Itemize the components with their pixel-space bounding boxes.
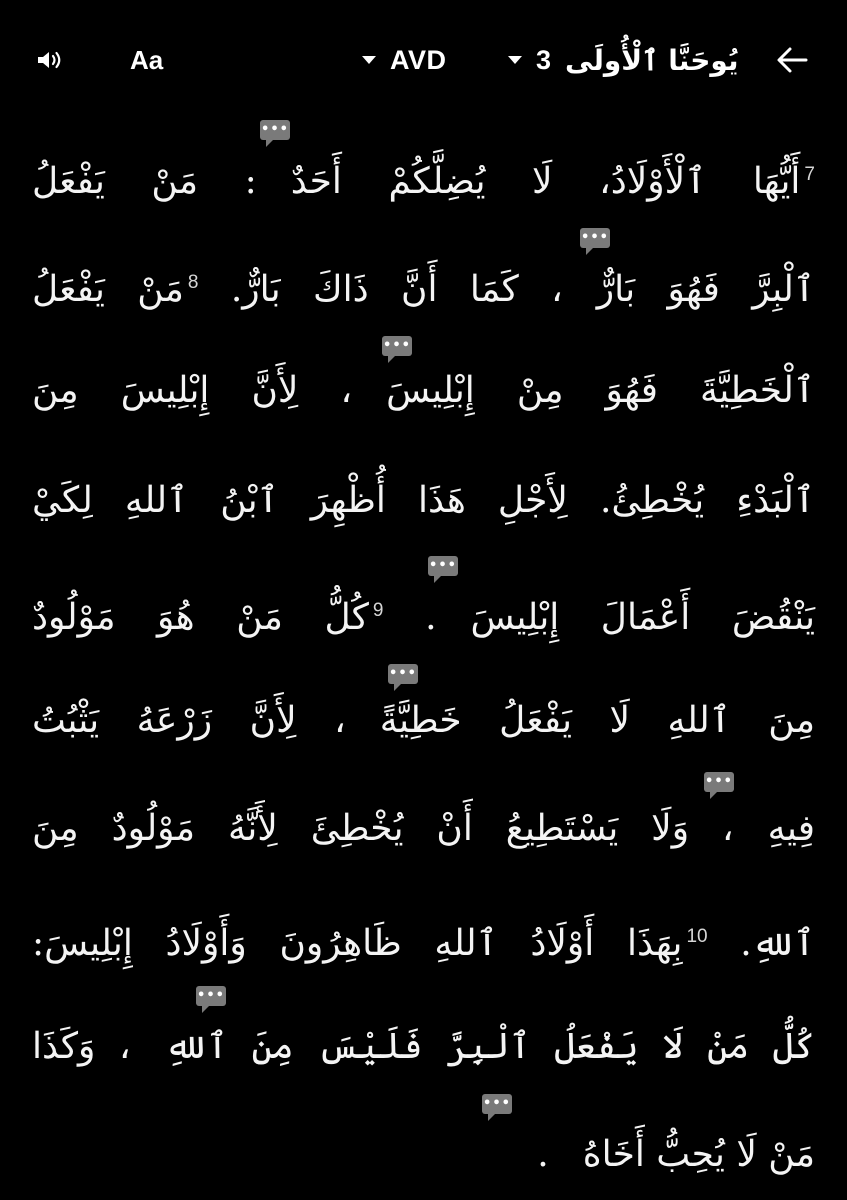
- verse-text: ٱلْبِرَّ فَهُوَ بَارٌّ: [596, 269, 815, 310]
- verse-text: ، لِأَنَّ إِبْلِيسَ مِنَ: [32, 370, 353, 411]
- text-line[interactable]: [32, 466, 815, 536]
- text-line[interactable]: [32, 1012, 815, 1082]
- verse-text: كُلُّ مَنْ هُوَ مَوْلُودٌ: [32, 597, 369, 638]
- text-line[interactable]: [32, 1120, 815, 1190]
- verse-text: .: [537, 1134, 549, 1175]
- back-button[interactable]: [770, 34, 814, 86]
- chapter-number: 3: [536, 44, 552, 75]
- footnote-icon[interactable]: •••: [382, 336, 412, 356]
- verse-number: 8: [187, 272, 199, 293]
- version-selector[interactable]: [362, 34, 447, 86]
- font-size-button[interactable]: Aa: [130, 44, 164, 75]
- text-line[interactable]: [32, 576, 815, 646]
- verse-text: ٱللهِ.: [740, 923, 815, 964]
- chapter-selector[interactable]: [508, 34, 738, 86]
- verse-number: 9: [372, 600, 384, 621]
- chevron-down-icon: [362, 56, 376, 64]
- text-line[interactable]: [32, 140, 815, 210]
- footnote-icon[interactable]: •••: [482, 1094, 512, 1114]
- verse-text: يَنْقُضَ أَعْمَالَ إِبْلِيسَ: [470, 597, 816, 638]
- footnote-icon[interactable]: •••: [704, 772, 734, 792]
- text-line[interactable]: [32, 902, 815, 972]
- verse-text: أَيُّهَا ٱلْأَوْلَادُ، لَا يُضِلَّكُمْ أَحَدٌ: [290, 161, 801, 202]
- text-line[interactable]: [32, 248, 815, 318]
- text-line[interactable]: [32, 794, 815, 864]
- text-line[interactable]: [32, 686, 815, 756]
- verse-text: بِهَذَا أَوْلَادُ ٱللهِ ظَاهِرُونَ وَأَوْلَادُ إِبْلِيسَ:: [32, 923, 683, 964]
- chapter-text: [0, 120, 847, 1200]
- footnote-icon[interactable]: •••: [388, 664, 418, 684]
- verse-number: 7: [804, 164, 815, 185]
- footnote-icon[interactable]: •••: [260, 120, 290, 140]
- verse-text: مَنْ لَا يُحِبُّ أَخَاهُ: [582, 1134, 815, 1175]
- top-toolbar: [0, 0, 847, 120]
- verse-text: : مَنْ يَفْعَلُ: [32, 161, 257, 202]
- footnote-icon[interactable]: •••: [428, 556, 458, 576]
- verse-text: ٱلْبَدْءِ يُخْطِئُ. لِأَجْلِ هَذَا أُظْهِرَ ٱبْنُ ٱللهِ لِكَيْ: [32, 480, 815, 521]
- verse-text: ، وَكَذَا: [32, 1026, 131, 1067]
- verse-text: ، كَمَا أَنَّ ذَاكَ بَارٌّ.: [230, 269, 563, 310]
- speaker-icon[interactable]: [28, 34, 72, 86]
- verse-text: ، وَلَا يَسْتَطِيعُ أَنْ يُخْطِئَ لِأَنَّهُ مَوْلُودٌ مِنَ: [32, 808, 734, 849]
- footnote-icon[interactable]: •••: [580, 228, 610, 248]
- verse-text: مَنْ يَفْعَلُ: [32, 269, 184, 310]
- verse-text: فِيهِ: [767, 808, 815, 849]
- verse-text: .: [425, 597, 437, 638]
- verse-text: مِنَ ٱللهِ لَا يَفْعَلُ خَطِيَّةً: [379, 700, 815, 741]
- verse-text: ٱلْخَطِيَّةَ فَهُوَ مِنْ إِبْلِيسَ: [386, 370, 815, 411]
- book-title: يُوحَنَّا ٱلْأُولَى: [565, 43, 739, 77]
- verse-text: ، لِأَنَّ زَرْعَهُ يَثْبُتُ: [32, 700, 346, 741]
- arrow-left-icon: [775, 45, 809, 75]
- verse-number: 10: [686, 926, 708, 947]
- version-label: AVD: [390, 44, 447, 75]
- footnote-icon[interactable]: •••: [196, 986, 226, 1006]
- text-line[interactable]: [32, 356, 815, 426]
- verse-text: كُلُّ مَنْ لَا يَفْعَلُ ٱلْبِرَّ فَلَيْسَ مِنَ ٱللهِ: [164, 1026, 815, 1067]
- chevron-down-icon: [508, 56, 522, 64]
